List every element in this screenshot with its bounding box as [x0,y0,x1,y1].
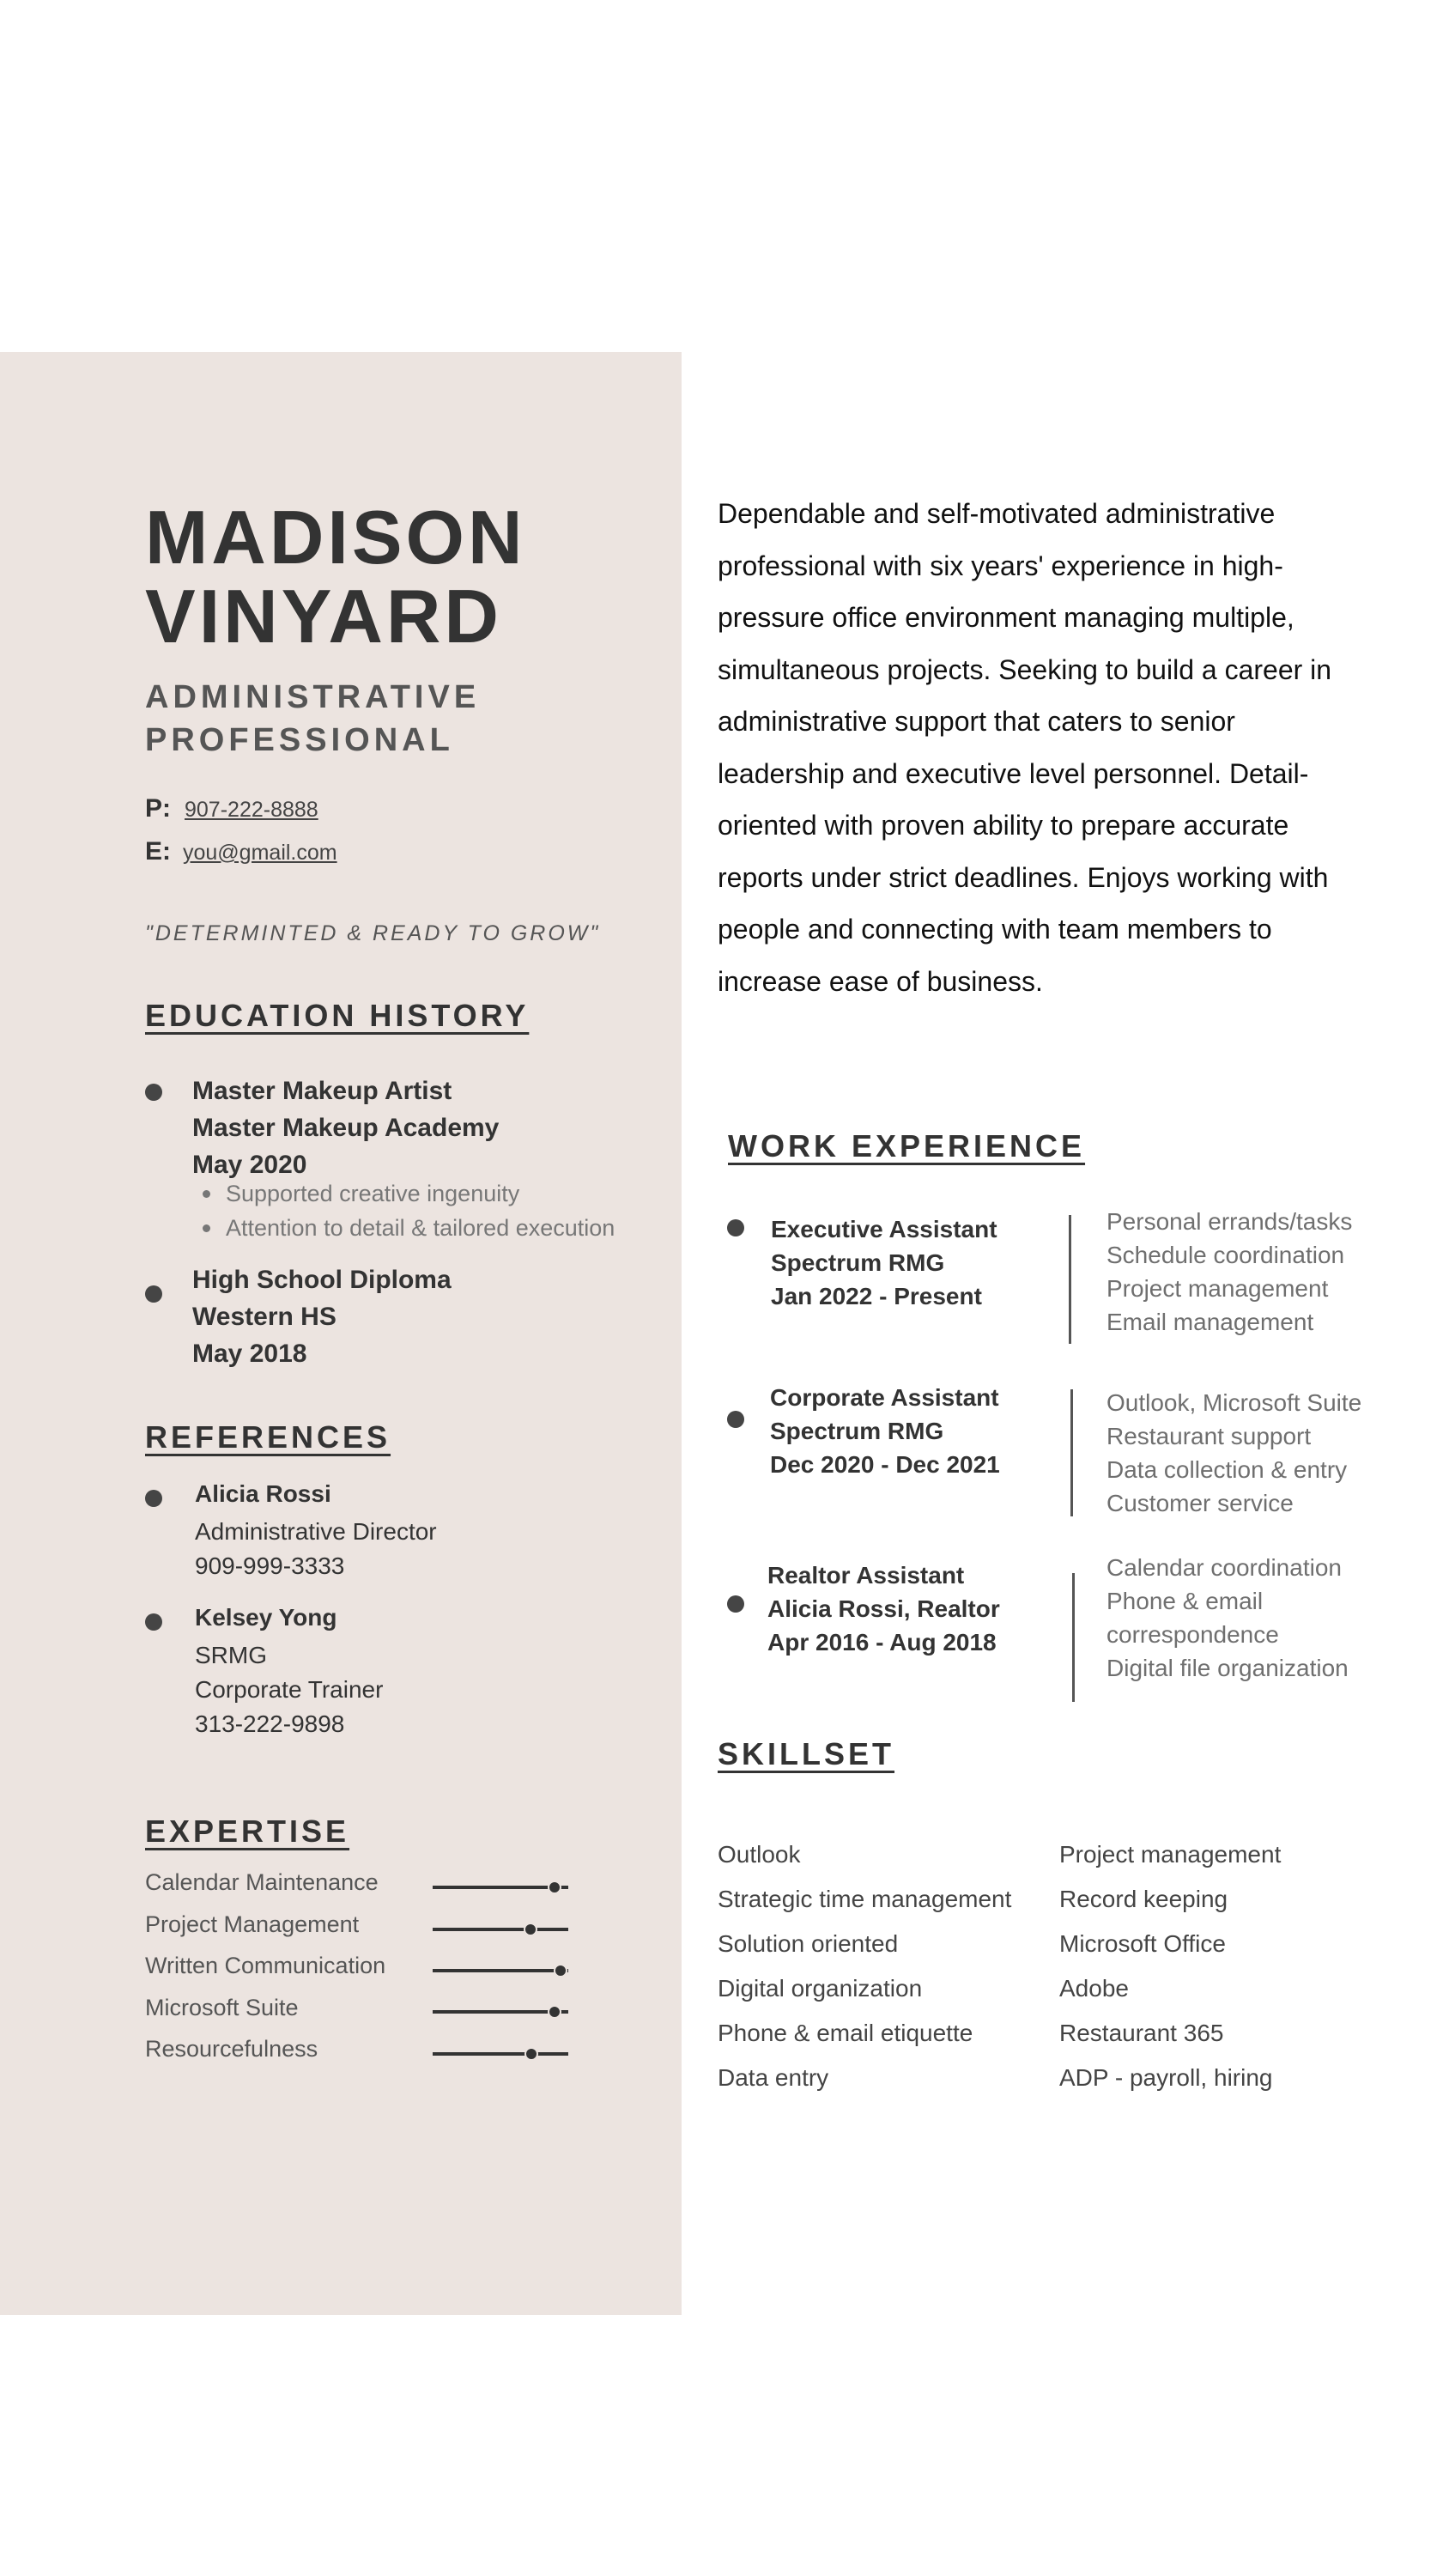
expertise-level-bar [433,2010,568,2014]
expertise-level-knob [554,1964,567,1978]
skill-item: Phone & email etiquette [718,2020,973,2046]
skillset-column-2 [1059,1832,1281,2100]
candidate-role [145,676,480,762]
job-duty: Digital file organization [1106,1655,1349,1681]
job-heading [771,1212,997,1313]
skillset-column-1 [718,1832,1011,2100]
job-bullet-dot [727,1219,744,1236]
education-bullet-dot [145,1084,162,1101]
job-duty: Data collection & entry [1106,1456,1348,1483]
name-line-2: VINYARD [145,574,502,659]
reference-item [195,1604,383,1741]
skill-item: Outlook [718,1841,801,1868]
job-duty: Personal errands/tasks [1106,1208,1353,1235]
job-duty: Phone & email [1106,1588,1264,1614]
email-link[interactable]: you@gmail.com [183,841,337,865]
skill-item: Record keeping [1059,1886,1228,1912]
reference-bullet-dot [145,1613,162,1631]
job-duty: Restaurant support [1106,1423,1312,1449]
education-date: May 2020 [192,1151,307,1179]
job-bullet-dot [727,1411,744,1428]
phone-link[interactable]: 907-222-8888 [185,798,318,822]
job-heading [770,1381,1000,1481]
job-divider [1069,1215,1071,1344]
skill-item: ADP - payroll, hiring [1059,2064,1273,2091]
phone-row [145,794,318,823]
job-company: Spectrum RMG [770,1418,944,1444]
expertise-label: Resourcefulness [145,2036,318,2062]
job-duty: Calendar coordination [1106,1554,1342,1581]
skill-item: Microsoft Office [1059,1930,1226,1957]
education-highlights [203,1176,615,1245]
job-company: Alicia Rossi, Realtor [767,1595,1000,1622]
reference-phone: 313-222-9898 [195,1710,345,1737]
skillset-title: SKILLSET [718,1736,895,1771]
job-duty: correspondence [1106,1621,1279,1648]
reference-bullet-dot [145,1490,162,1507]
expertise-level-bar [433,1969,568,1972]
job-bullet-dot [727,1595,744,1613]
job-duty: Email management [1106,1309,1314,1335]
skill-item: Digital organization [718,1975,923,2002]
job-duty: Outlook, Microsoft Suite [1106,1389,1362,1416]
education-degree: High School Diploma [192,1266,452,1294]
education-bullet-dot [145,1285,162,1303]
job-divider [1072,1573,1075,1702]
reference-phone: 909-999-3333 [195,1552,345,1579]
job-dates: Jan 2022 - Present [771,1283,982,1309]
education-school: Western HS [192,1303,336,1331]
expertise-label: Microsoft Suite [145,1995,299,2020]
education-highlight: Supported creative ingenuity [203,1176,615,1211]
skill-item: Data entry [718,2064,829,2091]
expertise-label: Calendar Maintenance [145,1869,379,1895]
professional-summary: Dependable and self-motivated administrative professional with six years' experience in high-pressure office environment managing multiple, simultaneous projects. Seeking to build a career in administrative support that caters to senior leadership and executive level personnel. Detail-oriented with proven ability to prepare accurate reports under strict deadlines. Enjoys working with people and connecting with team members to increase ease of business. [718,498,1332,997]
job-divider [1070,1389,1073,1516]
expertise-title: EXPERTISE [145,1814,350,1849]
expertise-level-bar [433,2052,568,2056]
job-dates: Dec 2020 - Dec 2021 [770,1451,1000,1478]
expertise-level-bar [433,1886,568,1889]
job-title: Executive Assistant [771,1216,997,1242]
job-duty: Customer service [1106,1490,1294,1516]
role-line-1: ADMINISTRATIVE [145,679,481,715]
job-duty: Project management [1106,1275,1329,1302]
reference-title: Corporate Trainer [195,1676,384,1703]
education-item [192,1261,452,1372]
role-line-2: PROFESSIONAL [145,722,454,758]
expertise-level-knob [524,1923,537,1936]
email-label: E: [145,837,171,866]
candidate-name [145,495,526,659]
job-title: Corporate Assistant [770,1384,999,1411]
reference-item [195,1480,437,1583]
email-row [145,837,337,866]
skill-item: Restaurant 365 [1059,2020,1224,2046]
reference-name: Alicia Rossi [195,1480,331,1507]
job-duties [1106,1386,1361,1520]
skill-item: Adobe [1059,1975,1129,2002]
skill-item: Solution oriented [718,1930,899,1957]
job-duties [1106,1551,1349,1685]
expertise-label: Project Management [145,1911,360,1937]
work-experience-title: WORK EXPERIENCE [728,1128,1086,1163]
name-line-1: MADISON [145,495,526,580]
reference-company: SRMG [195,1642,267,1668]
education-date: May 2018 [192,1340,307,1368]
phone-label: P: [145,794,171,823]
education-degree: Master Makeup Artist [192,1077,452,1105]
reference-title: Administrative Director [195,1518,437,1545]
references-title: REFERENCES [145,1419,391,1455]
reference-name: Kelsey Yong [195,1604,337,1631]
education-title: EDUCATION HISTORY [145,998,530,1033]
skill-item: Strategic time management [718,1886,1012,1912]
job-heading [767,1558,1000,1659]
skill-item: Project management [1059,1841,1282,1868]
job-duty: Schedule coordination [1106,1242,1345,1268]
tagline: "DETERMINTED & READY TO GROW" [145,921,601,945]
expertise-label: Written Communication [145,1953,386,1978]
education-item [192,1072,499,1183]
job-dates: Apr 2016 - Aug 2018 [767,1629,997,1656]
job-title: Realtor Assistant [767,1562,965,1589]
job-duties [1106,1205,1352,1339]
expertise-level-bar [433,1928,568,1931]
education-school: Master Makeup Academy [192,1114,500,1142]
education-highlight: Attention to detail & tailored execution [203,1211,615,1245]
job-company: Spectrum RMG [771,1249,945,1276]
